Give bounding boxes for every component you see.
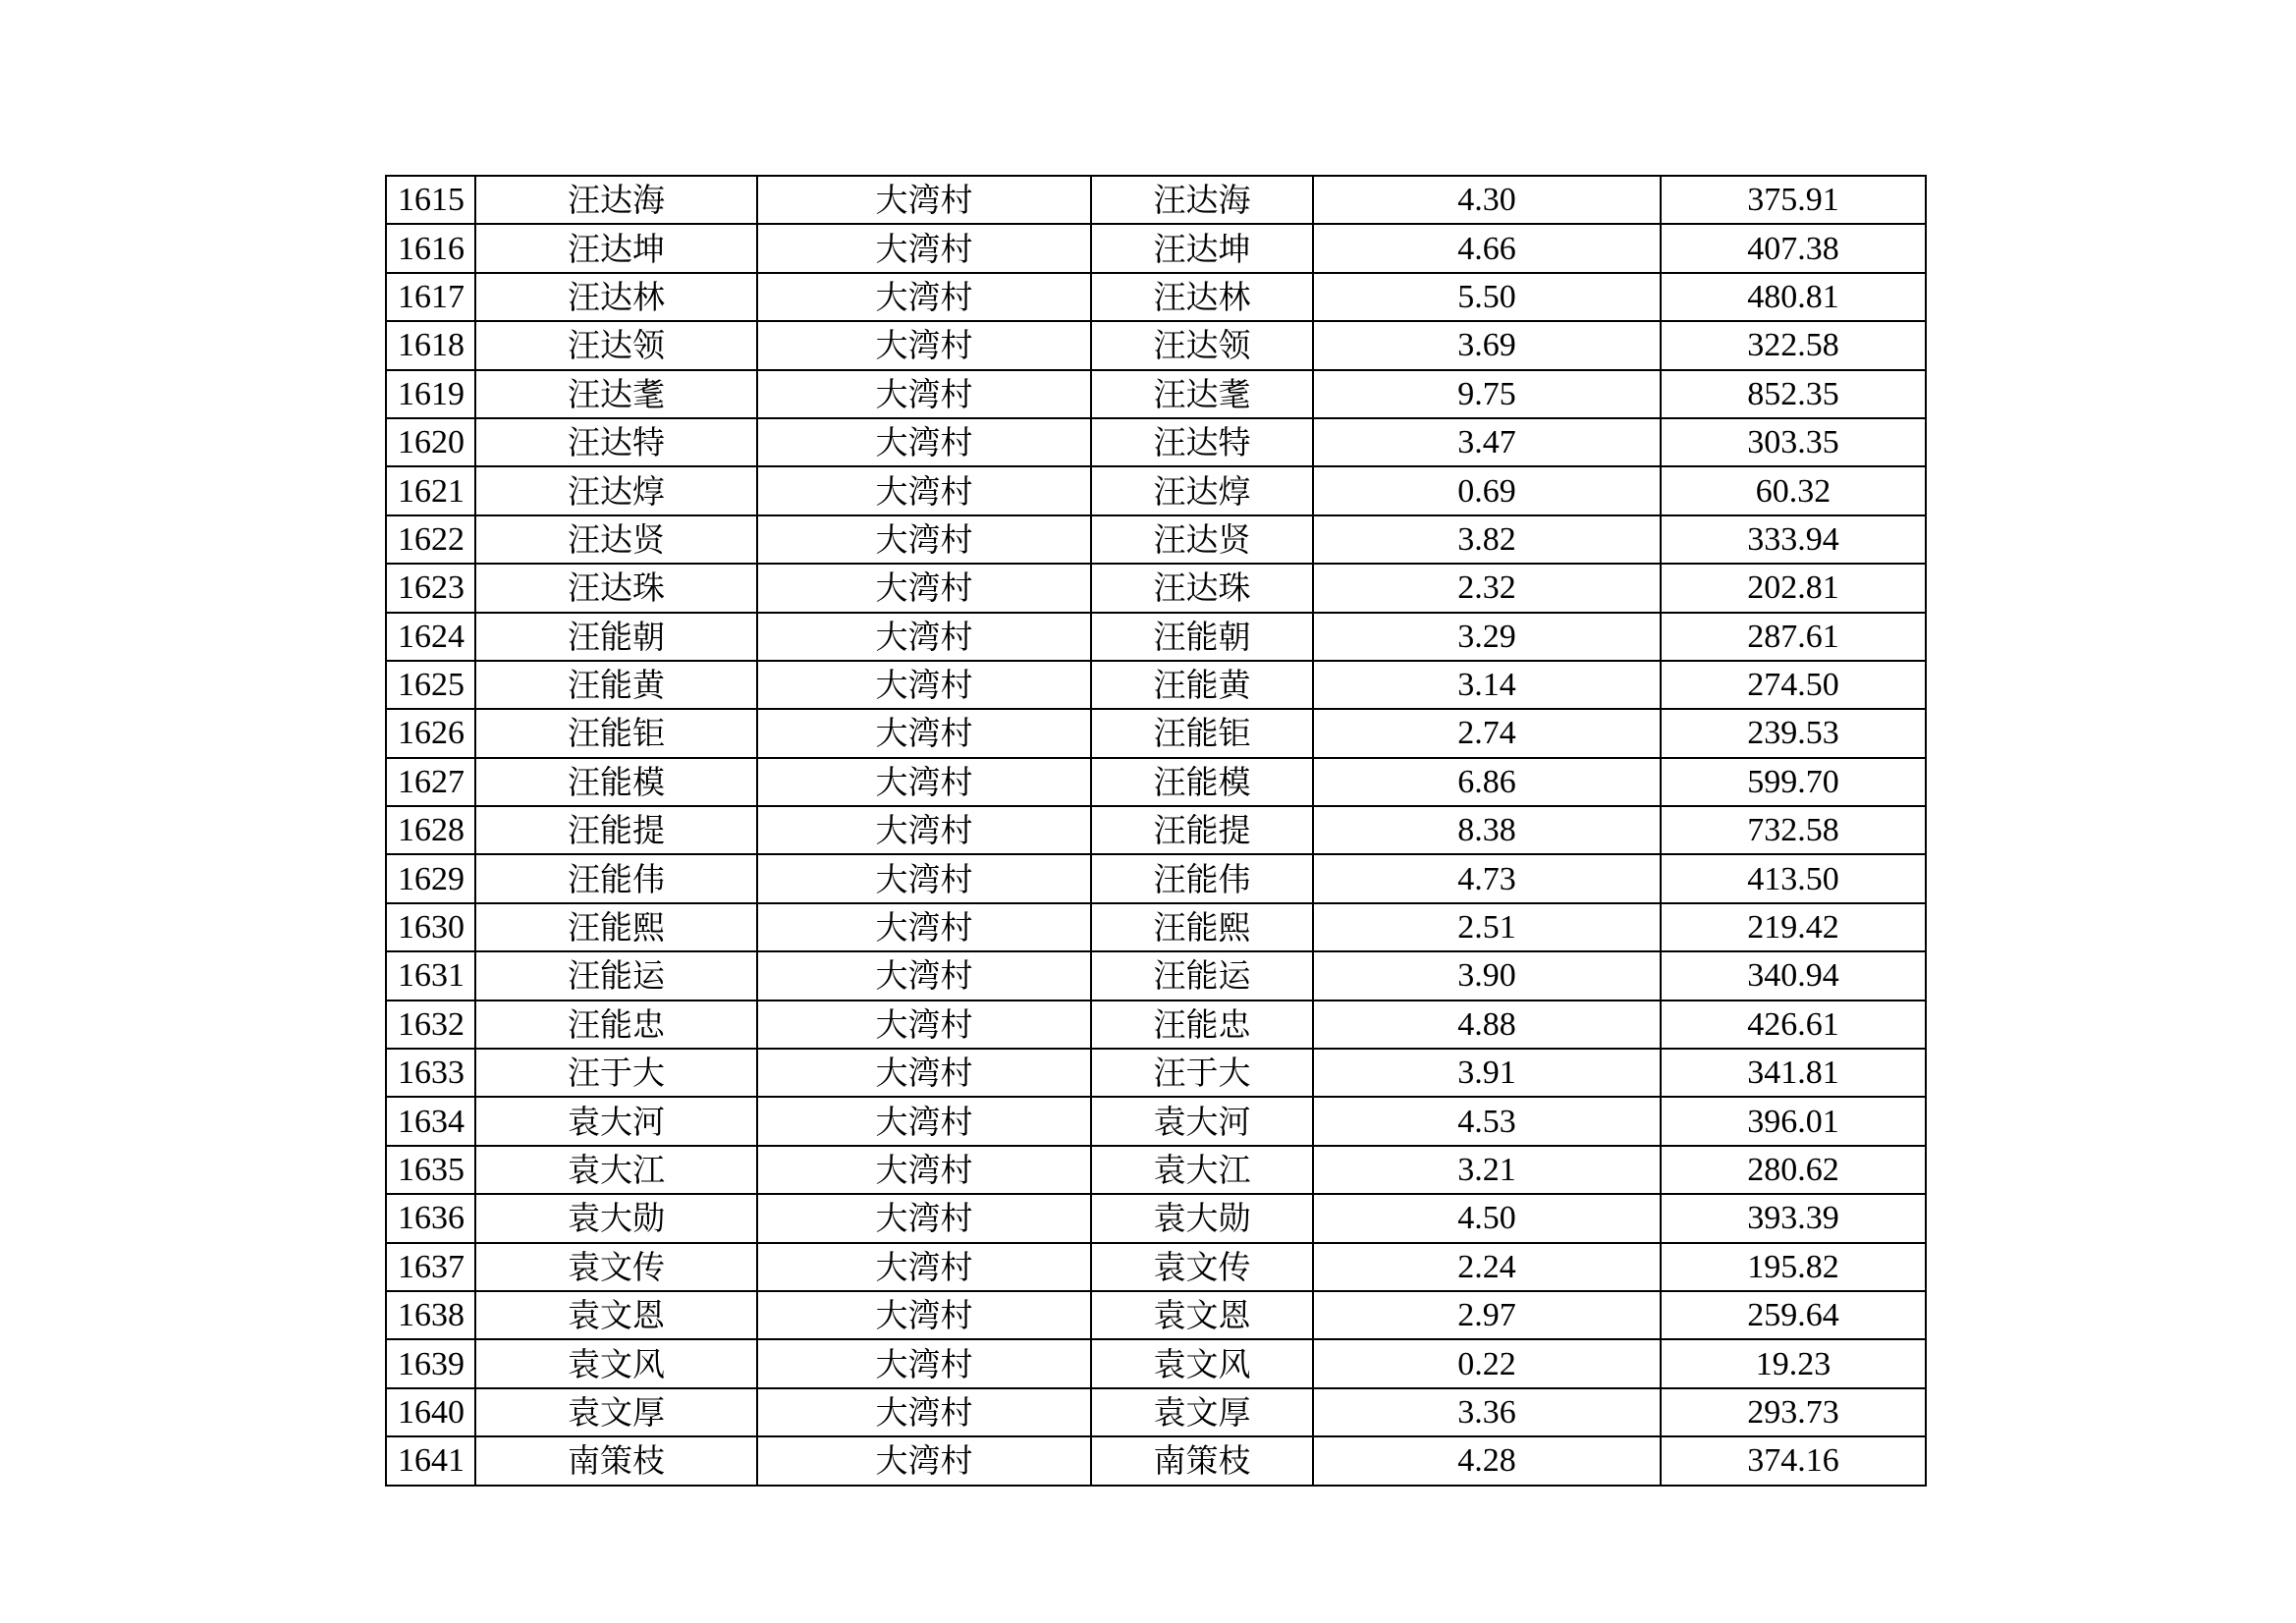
amount-cell: 60.32 (1661, 466, 1926, 514)
area-cell: 3.69 (1313, 321, 1661, 369)
area-cell: 3.21 (1313, 1146, 1661, 1194)
table-row (386, 709, 1926, 757)
village-cell: 大湾村 (757, 1049, 1091, 1097)
area-cell: 3.29 (1313, 613, 1661, 661)
name-cell: 汪能钜 (475, 709, 757, 757)
row-index-cell: 1633 (386, 1049, 475, 1097)
table-row (386, 1291, 1926, 1339)
name-cell: 汪达特 (475, 418, 757, 466)
area-cell: 3.90 (1313, 951, 1661, 1000)
area-cell: 8.38 (1313, 806, 1661, 854)
amount-cell: 426.61 (1661, 1001, 1926, 1049)
holder-name-cell: 汪达海 (1091, 176, 1313, 224)
amount-cell: 280.62 (1661, 1146, 1926, 1194)
row-index-cell: 1628 (386, 806, 475, 854)
holder-name-cell: 南策枝 (1091, 1436, 1313, 1485)
village-cell: 大湾村 (757, 224, 1091, 272)
amount-cell: 333.94 (1661, 515, 1926, 564)
amount-cell: 599.70 (1661, 758, 1926, 806)
village-cell: 大湾村 (757, 613, 1091, 661)
holder-name-cell: 汪达林 (1091, 273, 1313, 321)
row-index-cell: 1624 (386, 613, 475, 661)
name-cell: 汪达坤 (475, 224, 757, 272)
village-cell: 大湾村 (757, 709, 1091, 757)
table-row (386, 1001, 1926, 1049)
holder-name-cell: 汪达坤 (1091, 224, 1313, 272)
area-cell: 5.50 (1313, 273, 1661, 321)
holder-name-cell: 汪能朝 (1091, 613, 1313, 661)
name-cell: 汪达焞 (475, 466, 757, 514)
name-cell: 汪能模 (475, 758, 757, 806)
name-cell: 汪达海 (475, 176, 757, 224)
village-cell: 大湾村 (757, 1001, 1091, 1049)
name-cell: 汪于大 (475, 1049, 757, 1097)
area-cell: 3.47 (1313, 418, 1661, 466)
village-cell: 大湾村 (757, 176, 1091, 224)
village-cell: 大湾村 (757, 1436, 1091, 1485)
area-cell: 4.30 (1313, 176, 1661, 224)
holder-name-cell: 袁文恩 (1091, 1291, 1313, 1339)
row-index-cell: 1620 (386, 418, 475, 466)
table-row (386, 806, 1926, 854)
holder-name-cell: 袁文风 (1091, 1339, 1313, 1387)
village-cell: 大湾村 (757, 806, 1091, 854)
area-cell: 3.36 (1313, 1388, 1661, 1436)
table-row (386, 515, 1926, 564)
holder-name-cell: 汪能熙 (1091, 903, 1313, 951)
name-cell: 汪达珠 (475, 564, 757, 612)
amount-cell: 19.23 (1661, 1339, 1926, 1387)
table-row (386, 1097, 1926, 1145)
name-cell: 汪达领 (475, 321, 757, 369)
name-cell: 汪能熙 (475, 903, 757, 951)
village-cell: 大湾村 (757, 564, 1091, 612)
table-row (386, 273, 1926, 321)
holder-name-cell: 袁文厚 (1091, 1388, 1313, 1436)
holder-name-cell: 袁大江 (1091, 1146, 1313, 1194)
area-cell: 3.82 (1313, 515, 1661, 564)
amount-cell: 732.58 (1661, 806, 1926, 854)
table-row (386, 224, 1926, 272)
row-index-cell: 1631 (386, 951, 475, 1000)
village-cell: 大湾村 (757, 1339, 1091, 1387)
village-cell: 大湾村 (757, 1097, 1091, 1145)
holder-name-cell: 汪达特 (1091, 418, 1313, 466)
amount-cell: 852.35 (1661, 370, 1926, 418)
village-cell: 大湾村 (757, 854, 1091, 902)
name-cell: 袁文传 (475, 1243, 757, 1291)
table-row (386, 854, 1926, 902)
amount-cell: 293.73 (1661, 1388, 1926, 1436)
table-body (386, 176, 1926, 1486)
area-cell: 2.24 (1313, 1243, 1661, 1291)
amount-cell: 322.58 (1661, 321, 1926, 369)
row-index-cell: 1615 (386, 176, 475, 224)
village-cell: 大湾村 (757, 951, 1091, 1000)
amount-cell: 480.81 (1661, 273, 1926, 321)
row-index-cell: 1629 (386, 854, 475, 902)
table-row (386, 321, 1926, 369)
amount-cell: 219.42 (1661, 903, 1926, 951)
village-cell: 大湾村 (757, 273, 1091, 321)
table-row (386, 1194, 1926, 1242)
holder-name-cell: 袁大河 (1091, 1097, 1313, 1145)
amount-cell: 374.16 (1661, 1436, 1926, 1485)
holder-name-cell: 袁文传 (1091, 1243, 1313, 1291)
table-row (386, 903, 1926, 951)
table-row (386, 1388, 1926, 1436)
holder-name-cell: 汪能钜 (1091, 709, 1313, 757)
row-index-cell: 1640 (386, 1388, 475, 1436)
amount-cell: 274.50 (1661, 661, 1926, 709)
area-cell: 4.28 (1313, 1436, 1661, 1485)
amount-cell: 375.91 (1661, 176, 1926, 224)
area-cell: 2.51 (1313, 903, 1661, 951)
row-index-cell: 1630 (386, 903, 475, 951)
row-index-cell: 1635 (386, 1146, 475, 1194)
table-row (386, 466, 1926, 514)
table-row (386, 613, 1926, 661)
amount-cell: 303.35 (1661, 418, 1926, 466)
amount-cell: 396.01 (1661, 1097, 1926, 1145)
row-index-cell: 1625 (386, 661, 475, 709)
name-cell: 袁文风 (475, 1339, 757, 1387)
amount-cell: 202.81 (1661, 564, 1926, 612)
village-cell: 大湾村 (757, 903, 1091, 951)
name-cell: 汪能忠 (475, 1001, 757, 1049)
row-index-cell: 1626 (386, 709, 475, 757)
row-index-cell: 1639 (386, 1339, 475, 1387)
village-cell: 大湾村 (757, 758, 1091, 806)
area-cell: 0.69 (1313, 466, 1661, 514)
name-cell: 汪达林 (475, 273, 757, 321)
row-index-cell: 1636 (386, 1194, 475, 1242)
area-cell: 2.32 (1313, 564, 1661, 612)
row-index-cell: 1641 (386, 1436, 475, 1485)
holder-name-cell: 汪能运 (1091, 951, 1313, 1000)
table-row (386, 418, 1926, 466)
row-index-cell: 1634 (386, 1097, 475, 1145)
area-cell: 4.53 (1313, 1097, 1661, 1145)
name-cell: 汪达耄 (475, 370, 757, 418)
table-row (386, 951, 1926, 1000)
village-cell: 大湾村 (757, 1194, 1091, 1242)
row-index-cell: 1619 (386, 370, 475, 418)
name-cell: 汪能运 (475, 951, 757, 1000)
row-index-cell: 1638 (386, 1291, 475, 1339)
village-cell: 大湾村 (757, 321, 1091, 369)
area-cell: 2.97 (1313, 1291, 1661, 1339)
name-cell: 汪达贤 (475, 515, 757, 564)
holder-name-cell: 汪能伟 (1091, 854, 1313, 902)
area-cell: 4.50 (1313, 1194, 1661, 1242)
area-cell: 4.88 (1313, 1001, 1661, 1049)
table-row (386, 1243, 1926, 1291)
name-cell: 袁大河 (475, 1097, 757, 1145)
amount-cell: 340.94 (1661, 951, 1926, 1000)
document-page (385, 175, 1927, 1487)
name-cell: 袁大江 (475, 1146, 757, 1194)
area-cell: 6.86 (1313, 758, 1661, 806)
amount-cell: 287.61 (1661, 613, 1926, 661)
village-cell: 大湾村 (757, 1146, 1091, 1194)
holder-name-cell: 汪于大 (1091, 1049, 1313, 1097)
name-cell: 汪能提 (475, 806, 757, 854)
area-cell: 9.75 (1313, 370, 1661, 418)
amount-cell: 239.53 (1661, 709, 1926, 757)
table-row (386, 1146, 1926, 1194)
holder-name-cell: 汪能模 (1091, 758, 1313, 806)
name-cell: 汪能朝 (475, 613, 757, 661)
village-cell: 大湾村 (757, 515, 1091, 564)
amount-cell: 393.39 (1661, 1194, 1926, 1242)
name-cell: 汪能黄 (475, 661, 757, 709)
village-cell: 大湾村 (757, 466, 1091, 514)
name-cell: 袁文恩 (475, 1291, 757, 1339)
village-cell: 大湾村 (757, 1291, 1091, 1339)
table-row (386, 370, 1926, 418)
area-cell: 2.74 (1313, 709, 1661, 757)
name-cell: 袁文厚 (475, 1388, 757, 1436)
data-table (385, 175, 1927, 1487)
holder-name-cell: 汪达领 (1091, 321, 1313, 369)
table-row (386, 758, 1926, 806)
row-index-cell: 1618 (386, 321, 475, 369)
row-index-cell: 1622 (386, 515, 475, 564)
amount-cell: 407.38 (1661, 224, 1926, 272)
row-index-cell: 1617 (386, 273, 475, 321)
area-cell: 0.22 (1313, 1339, 1661, 1387)
table-row (386, 176, 1926, 224)
amount-cell: 259.64 (1661, 1291, 1926, 1339)
holder-name-cell: 汪达贤 (1091, 515, 1313, 564)
row-index-cell: 1621 (386, 466, 475, 514)
amount-cell: 341.81 (1661, 1049, 1926, 1097)
row-index-cell: 1632 (386, 1001, 475, 1049)
table-row (386, 1339, 1926, 1387)
table-row (386, 1436, 1926, 1485)
table-row (386, 564, 1926, 612)
holder-name-cell: 汪能忠 (1091, 1001, 1313, 1049)
name-cell: 汪能伟 (475, 854, 757, 902)
area-cell: 3.91 (1313, 1049, 1661, 1097)
village-cell: 大湾村 (757, 1388, 1091, 1436)
row-index-cell: 1616 (386, 224, 475, 272)
area-cell: 4.66 (1313, 224, 1661, 272)
village-cell: 大湾村 (757, 418, 1091, 466)
row-index-cell: 1627 (386, 758, 475, 806)
holder-name-cell: 袁大勋 (1091, 1194, 1313, 1242)
amount-cell: 195.82 (1661, 1243, 1926, 1291)
holder-name-cell: 汪达焞 (1091, 466, 1313, 514)
name-cell: 袁大勋 (475, 1194, 757, 1242)
table-row (386, 661, 1926, 709)
village-cell: 大湾村 (757, 370, 1091, 418)
village-cell: 大湾村 (757, 661, 1091, 709)
area-cell: 4.73 (1313, 854, 1661, 902)
holder-name-cell: 汪达耄 (1091, 370, 1313, 418)
holder-name-cell: 汪达珠 (1091, 564, 1313, 612)
amount-cell: 413.50 (1661, 854, 1926, 902)
name-cell: 南策枝 (475, 1436, 757, 1485)
row-index-cell: 1623 (386, 564, 475, 612)
row-index-cell: 1637 (386, 1243, 475, 1291)
area-cell: 3.14 (1313, 661, 1661, 709)
holder-name-cell: 汪能提 (1091, 806, 1313, 854)
holder-name-cell: 汪能黄 (1091, 661, 1313, 709)
table-row (386, 1049, 1926, 1097)
village-cell: 大湾村 (757, 1243, 1091, 1291)
